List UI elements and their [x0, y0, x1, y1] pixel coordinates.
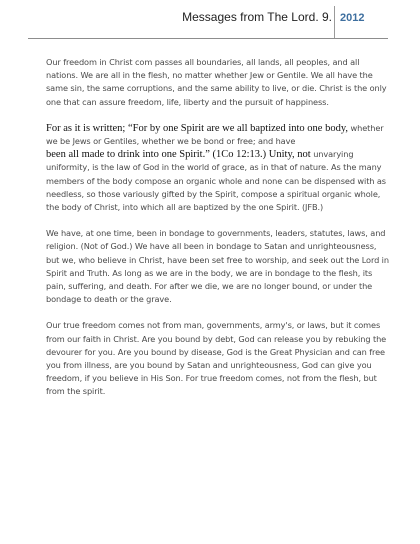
paragraph-bondage: We have, at one time, been in bondage to governments, leaders, statutes, laws, and religion. (Not of God.) We have all been in bondage to Satan and unrighteousness, but we, who believe in Christ, have been set free to worship, and seek out the Lord in Spirit and Truth. As long as we are in the body, we are in bondage to the flesh, its pain, suffering, and death. For after we die, we are no longer bound, or under the bondage to death or the grave.: [46, 228, 389, 305]
commentary-text: unvarying uniformity, is the law of God in the world of grace, as in that of nature. As the many members of the body compose an organic whole and none can be dispensed with as needless, so those variously gifted by the Spirit, compose a spiritual organic whole, the body of Christ, into which all are baptized by the one Spirit. (JFB.): [46, 149, 386, 213]
header-rule: [28, 38, 388, 39]
header-divider: [334, 6, 335, 38]
scripture-quote-line-2: whether we be Jews or Gentiles, whether we be bond or free; and have: [46, 122, 384, 147]
scripture-quote-line-3: been all made to drink into one Spirit.” (1Co 12:13.) Unity, not: [46, 149, 311, 161]
paragraph-one-spirit: [46, 122, 390, 214]
page-header: [0, 0, 420, 40]
paragraph-freedom: Our freedom in Christ com passes all boundaries, all lands, all peoples, and all nations. We are all in the flesh, no matter whether Jew or Gentile. We all have the same sin, the same corruptions, and the same ability to live, or die. Christ is the only one that can assure freedom, life, liberty and the pursuit of happiness.: [46, 57, 387, 107]
scripture-quote-line-1: For as it is written; “For by one Spirit are we all baptized into one body,: [46, 122, 349, 134]
document-body: [46, 56, 390, 412]
header-title: Messages from The Lord. 9.: [182, 10, 332, 24]
paragraph-true-freedom: Our true freedom comes not from man, governments, army's, or laws, but it comes from our faith in Christ. Are you bound by debt, God can release you by rebuking the devourer for you. Are you bound by disease, God is the Great Physician and can free you from illness, are you bound by Satan and unrighteousness, God can give you freedom, if you believe in His Son. For true freedom comes, not from the flesh, but from the spirit.: [46, 320, 387, 397]
header-year: 2012: [340, 12, 365, 24]
